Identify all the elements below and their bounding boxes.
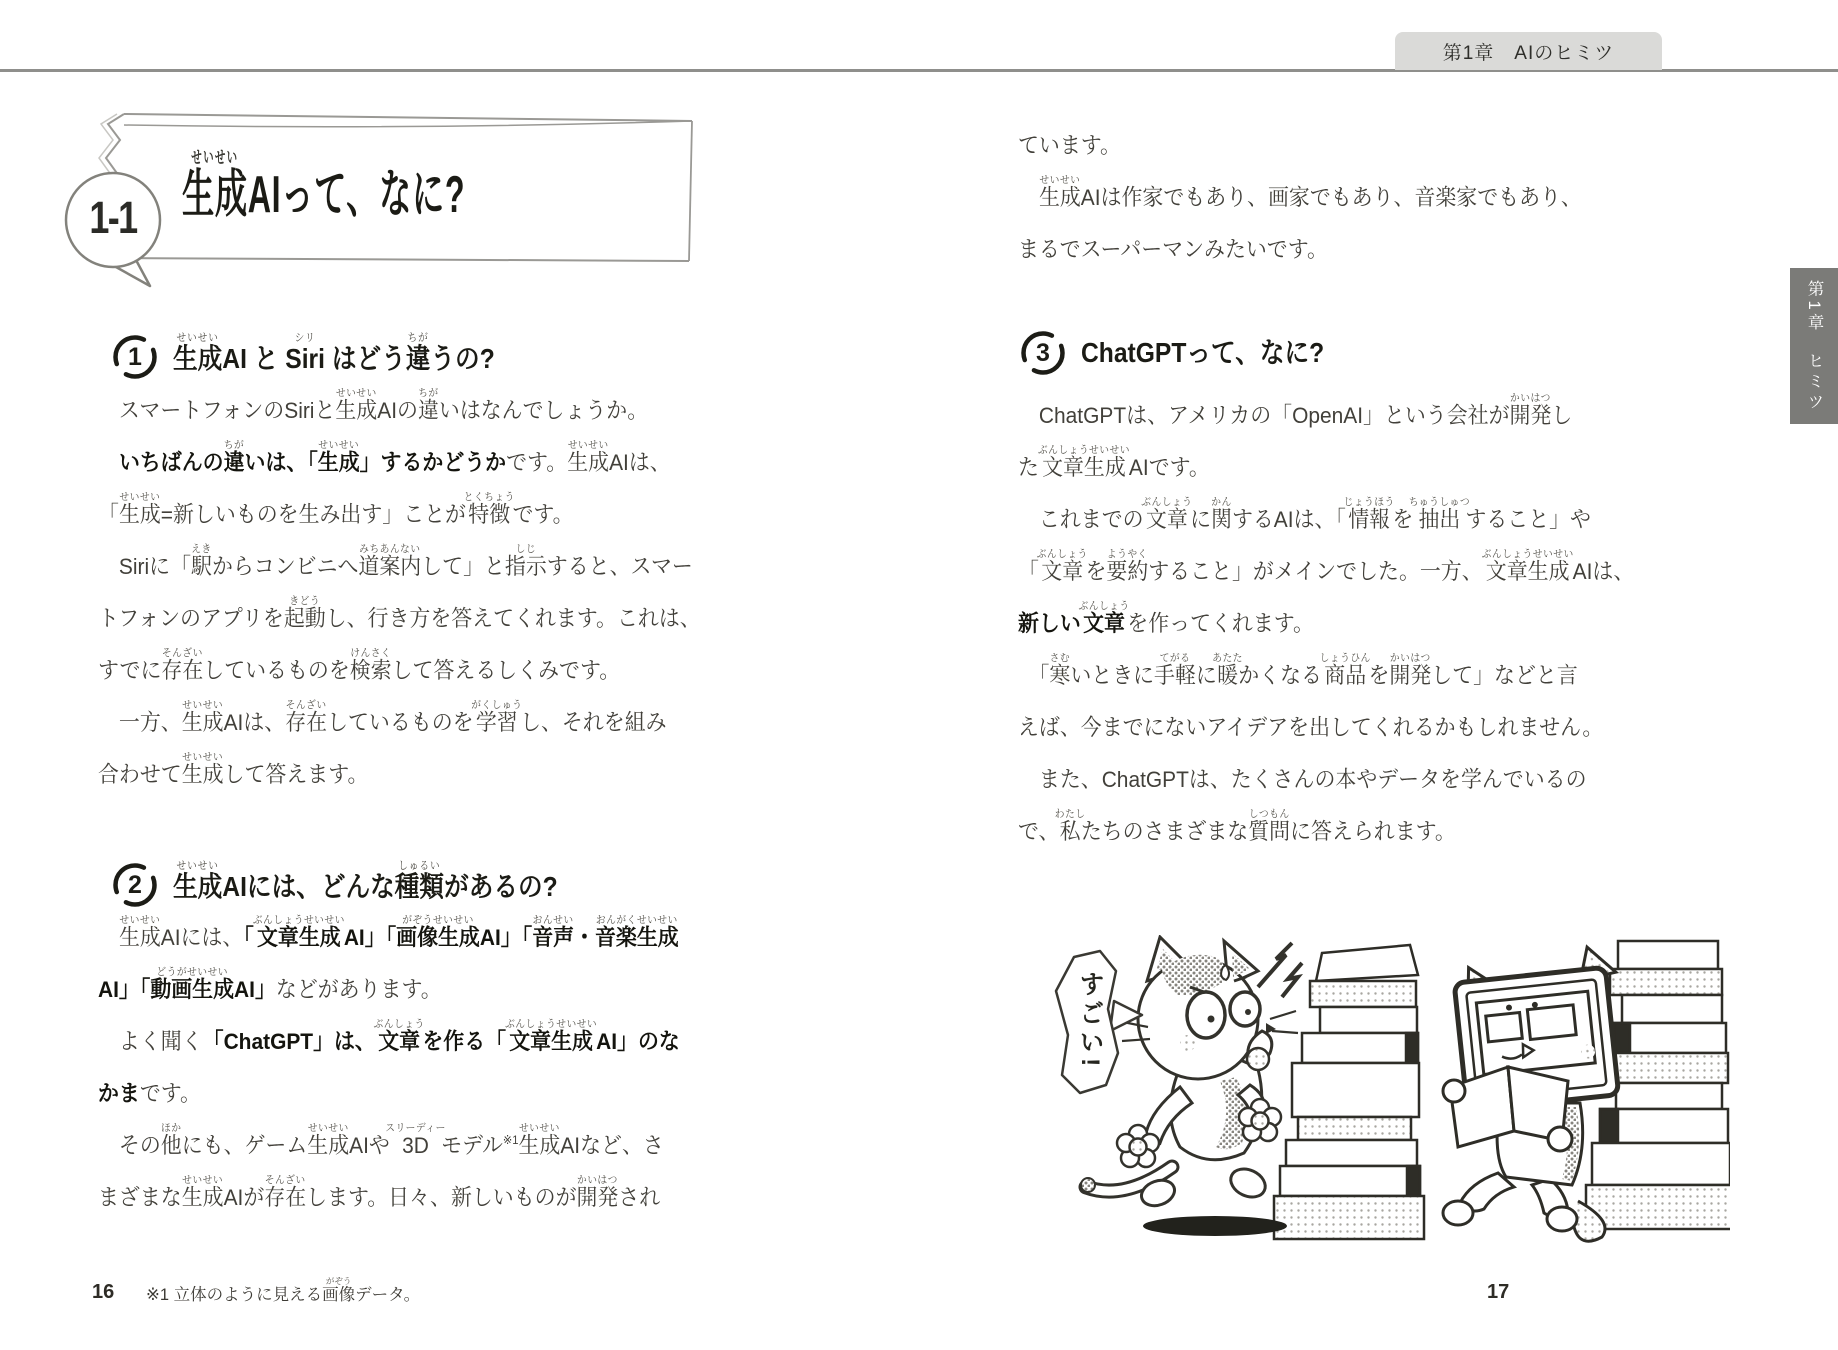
banner-bottom-line: [112, 258, 689, 261]
text-line: た文章生成ぶんしょうせいせいAIです。: [1018, 444, 1210, 480]
banner-top-line: [124, 114, 692, 121]
text-line: 合わせて生成せいせいして答えます。: [98, 751, 369, 787]
section-1-heading: 生成せいせいAI と Siriシリ はどう違ちがうの?: [173, 332, 495, 374]
robot-glasses-right: [1527, 1005, 1576, 1040]
cat-shadow: [1143, 1216, 1287, 1236]
section-3-heading-row: [1020, 330, 1357, 376]
right-page-intro: [1018, 120, 1582, 276]
section-1-body: [98, 385, 701, 801]
lesson-title: 生成せいせいAIって、なに?: [182, 148, 466, 224]
page-number-right: 17: [1487, 1281, 1510, 1303]
footnote: ※1 立体のように見える画像がぞうデータ。: [146, 1276, 421, 1304]
page-number-left: 16: [92, 1281, 115, 1303]
section-2-body: [98, 912, 680, 1224]
text-line: 一方、生成せいせいAIは、存在そんざいしているものを学習がくしゅうし、それを組み: [98, 699, 667, 735]
robot-glasses-left: [1486, 1012, 1523, 1041]
text-line: 生成せいせいAIには、「文章生成ぶんしょうせいせいAI」「画像生成がぞうせいせいAI」「音声おんせい・音楽生成おんがくせいせい: [118, 914, 679, 950]
text-line: トフォンのアプリを起動きどうし、行き方を答えてくれます。これは、: [98, 595, 701, 631]
text-line: AI」「動画生成どうがせいせいAI」などがあります。: [98, 966, 442, 1002]
text-line: その他ほかにも、ゲーム生成せいせいAIや3Dスリーディーモデル$^{※1}$生成せいせいAIなど、さ: [98, 1122, 664, 1158]
text-line: かまです。: [98, 1081, 201, 1106]
chapter-header-tab: [1395, 32, 1662, 70]
side-tab-chapter-label: 第1章: [1805, 280, 1823, 335]
speech-bubble-text: すごい!: [1076, 971, 1104, 1071]
illustration-graphic: [1030, 935, 1730, 1245]
chapter-side-tab: [1790, 268, 1838, 424]
section-1-number: 1: [128, 342, 142, 371]
side-tab-title-label: ヒミツ: [1805, 352, 1823, 414]
section-3-heading: ChatGPTって、なに?: [1081, 337, 1325, 368]
section-1-number-circle: [112, 334, 158, 380]
book-stack-left: [1274, 945, 1424, 1239]
section-3-number: 3: [1036, 338, 1050, 367]
text-line: スマートフォンのSiriと生成せいせいAIの違ちがいはなんでしょうか。: [98, 387, 649, 423]
text-line: いちばんの違ちがいは、「生成せいせい」するかどうかです。生成せいせいAIは、: [118, 439, 671, 475]
section-2-heading-row: [112, 860, 610, 910]
lesson-number-badge: 1-1: [89, 192, 137, 243]
open-book: [1450, 1067, 1514, 1147]
banner-top-line-2: [124, 121, 692, 127]
cat-eye-right: [1230, 992, 1260, 1026]
text-line: 生成せいせいAIは作家でもあり、画家でもあり、音楽家でもあり、: [1038, 174, 1582, 210]
text-line: すでに存在そんざいしているものを検索けんさくして答えるしくみです。: [98, 647, 621, 683]
section-3-body: [1018, 390, 1634, 858]
text-line: 新しい文章ぶんしょうを作ってくれます。: [1018, 600, 1314, 636]
cat-eye-left: [1187, 992, 1225, 1038]
chapter-header-label: 第1章 AIのヒミツ: [1442, 42, 1615, 64]
text-line: ています。: [1018, 133, 1121, 158]
lesson-title-banner: [60, 88, 710, 303]
section-2-number: 2: [128, 870, 142, 899]
text-line: で、私わたしたちのさまざまな質問しつもんに答えられます。: [1018, 808, 1456, 844]
text-line: ChatGPTは、アメリカの「OpenAI」という会社が開発かいはつし: [1018, 392, 1573, 428]
surprise-lightning-icon: [1258, 943, 1302, 997]
section-2-number-circle: [112, 862, 158, 908]
text-line: 「寒さむいときに手軽てがるに暖あたたかくなる商品しょうひんを開発かいはつして」などと言: [1018, 652, 1578, 688]
text-line: まるでスーパーマンみたいです。: [1018, 237, 1328, 262]
text-line: まざまな生成せいせいAIが存在そんざいします。日々、新しいものが開発かいはつされ: [98, 1174, 661, 1210]
sweat-drop: [1221, 965, 1229, 980]
section-1-heading-row: [112, 332, 539, 382]
banner-right-edge: [689, 121, 692, 261]
text-line: えば、今までにないアイデアを出してくれるかもしれません。: [1018, 715, 1604, 740]
text-line: これまでの文章ぶんしょうに関かんするAIは、「情報じょうほうを抽出ちゅうしゅつすること」や: [1018, 496, 1591, 532]
text-line: 「生成せいせい=新しいものを生み出す」ことが特徴とくちょうです。: [98, 491, 574, 527]
text-line: よく聞く「ChatGPT」は、文章ぶんしょうを作る「文章生成ぶんしょうせいせいAI」のな: [98, 1018, 680, 1054]
text-line: 「文章ぶんしょうを要約ようやくすること」がメインでした。一方、文章生成ぶんしょうせいせいAIは、: [1018, 548, 1635, 584]
section-2-heading: 生成せいせいAIには、どんな種類しゅるいがあるの?: [173, 860, 558, 902]
text-line: また、ChatGPTは、たくさんの本やデータを学んでいるの: [1018, 767, 1587, 792]
text-line: Siriに「駅えきからコンビニへ道案内みちあんないして」と指示しじすると、スマー: [98, 543, 693, 579]
cat-and-books-illustration: [1030, 935, 1730, 1245]
section-3-number-circle: [1020, 330, 1066, 376]
